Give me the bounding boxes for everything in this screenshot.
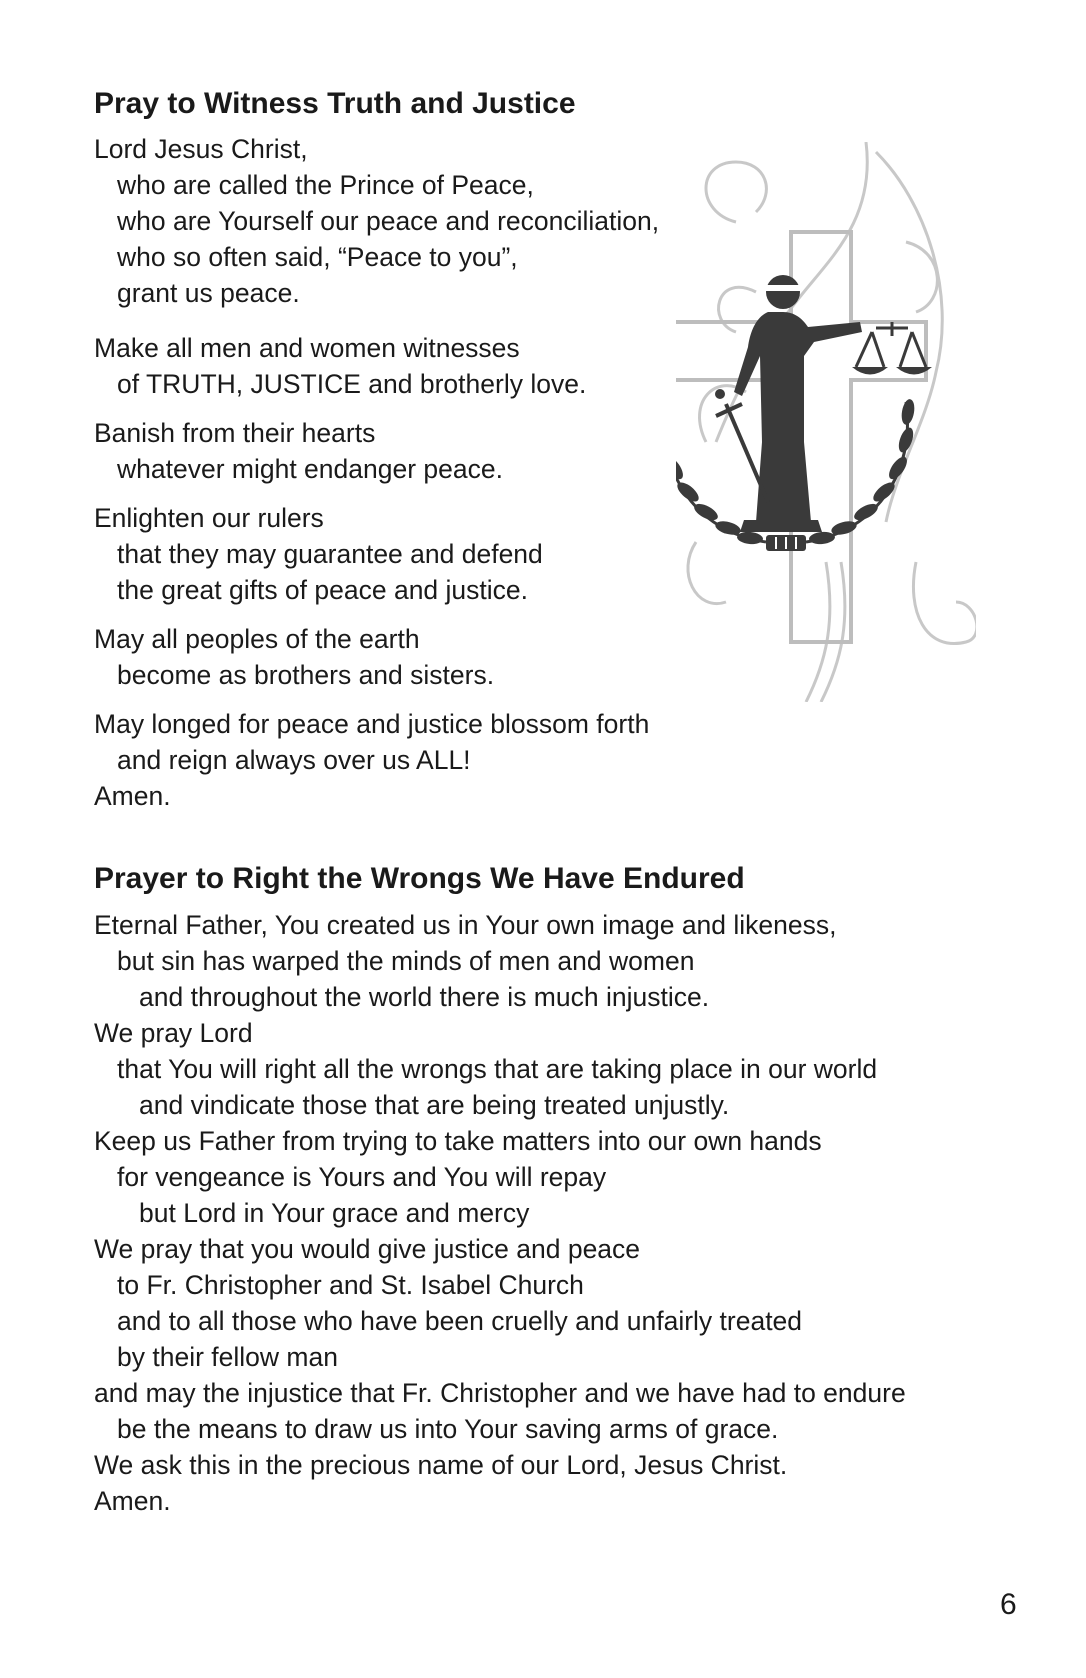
prayer-line: Keep us Father from trying to take matters into our own hands [94, 1126, 822, 1156]
prayer-line: and may the injustice that Fr. Christopher and we have had to endure [94, 1378, 906, 1408]
prayer2-body [94, 907, 906, 1519]
prayer-line: May longed for peace and justice blossom forth [94, 709, 650, 739]
prayer-line: become as brothers and sisters. [117, 660, 495, 690]
prayer1-stanza-6 [94, 706, 649, 814]
prayer1-stanza-2 [94, 330, 586, 402]
prayer-line: the great gifts of peace and justice. [117, 575, 529, 605]
prayer-line: who are Yourself our peace and reconciliation, [117, 206, 660, 236]
prayer-line: be the means to draw us into Your saving arms of grace. [117, 1414, 779, 1444]
prayer-line: We ask this in the precious name of our Lord, Jesus Christ. [94, 1450, 788, 1480]
prayer-line: and throughout the world there is much injustice. [139, 982, 710, 1012]
prayer-line: but Lord in Your grace and mercy [139, 1198, 530, 1228]
prayer-line: May all peoples of the earth [94, 624, 420, 654]
prayer-line: of TRUTH, JUSTICE and brotherly love. [117, 369, 587, 399]
prayer-line: Make all men and women witnesses [94, 333, 520, 363]
prayer-line: We pray Lord [94, 1018, 253, 1048]
prayer1-stanza-3 [94, 415, 503, 487]
prayer1-stanza-4 [94, 500, 543, 608]
prayer-line: that You will right all the wrongs that are taking place in our world [117, 1054, 878, 1084]
prayer-line: but sin has warped the minds of men and women [117, 946, 695, 976]
prayer-line: Amen. [94, 781, 171, 811]
prayer-line: and vindicate those that are being treated unjustly. [139, 1090, 730, 1120]
prayer-line: that they may guarantee and defend [117, 539, 543, 569]
prayer1-stanza-5 [94, 621, 494, 693]
prayer1-title: Pray to Witness Truth and Justice [94, 87, 576, 120]
prayer-line: who are called the Prince of Peace, [117, 170, 534, 200]
prayer-line: to Fr. Christopher and St. Isabel Church [117, 1270, 584, 1300]
prayer-line: grant us peace. [117, 278, 300, 308]
prayer-line: Amen. [94, 1486, 171, 1516]
prayer1-stanza-1 [94, 131, 659, 311]
prayer-line: Banish from their hearts [94, 418, 376, 448]
prayer-line: We pray that you would give justice and peace [94, 1234, 641, 1264]
prayer2-title: Prayer to Right the Wrongs We Have Endured [94, 862, 745, 895]
prayer-line: for vengeance is Yours and You will repay [117, 1162, 607, 1192]
prayer-line: Enlighten our rulers [94, 503, 324, 533]
prayer-line: Eternal Father, You created us in Your own image and likeness, [94, 910, 837, 940]
page-number: 6 [1000, 1588, 1017, 1621]
prayer-line: whatever might endanger peace. [117, 454, 503, 484]
prayer-line: Lord Jesus Christ, [94, 134, 308, 164]
prayer-line: and to all those who have been cruelly and unfairly treated [117, 1306, 803, 1336]
lady-justice-cross-laurel-icon [676, 142, 976, 702]
prayer-line: by their fellow man [117, 1342, 338, 1372]
prayer-line: who so often said, “Peace to you”, [117, 242, 518, 272]
prayer-line: and reign always over us ALL! [117, 745, 471, 775]
